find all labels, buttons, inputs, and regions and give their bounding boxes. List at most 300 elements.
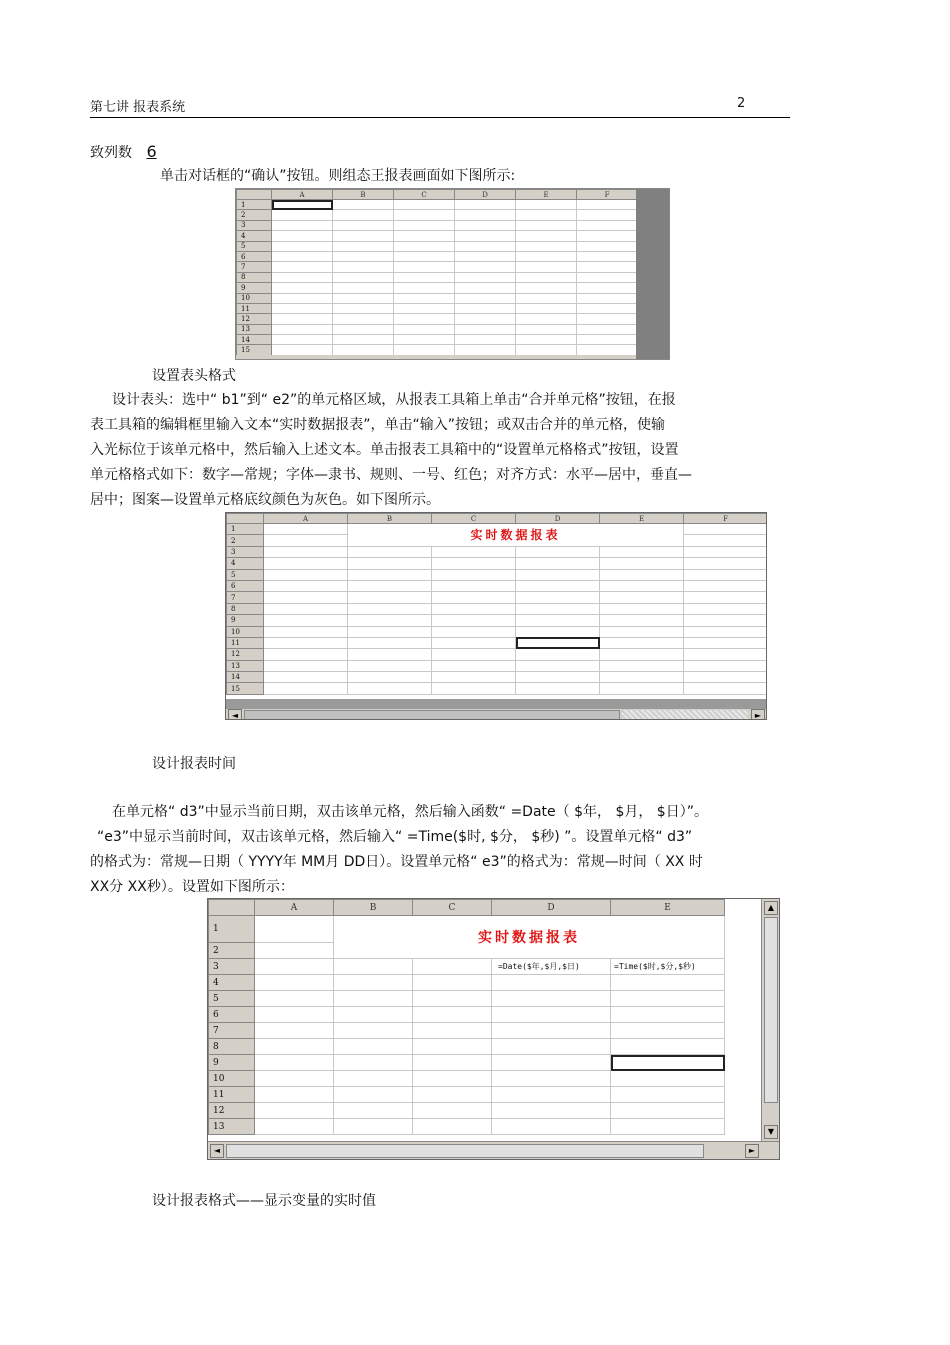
cell[interactable] — [516, 241, 577, 251]
cell[interactable] — [413, 1103, 492, 1119]
cell[interactable] — [492, 1119, 611, 1135]
cell[interactable] — [348, 603, 432, 614]
cell[interactable] — [334, 975, 413, 991]
cell[interactable] — [516, 660, 600, 671]
cell[interactable] — [264, 672, 348, 683]
cell[interactable] — [264, 615, 348, 626]
cell[interactable] — [272, 210, 333, 220]
cell[interactable] — [684, 546, 768, 557]
cell[interactable] — [432, 649, 516, 660]
cell[interactable] — [264, 626, 348, 637]
row-header[interactable]: 2 — [237, 210, 272, 220]
cell[interactable] — [684, 626, 768, 637]
column-header[interactable]: A — [272, 190, 333, 200]
scroll-left-icon[interactable]: ◄ — [228, 709, 242, 720]
cell[interactable] — [455, 262, 516, 272]
cell[interactable] — [255, 1023, 334, 1039]
cell[interactable] — [577, 293, 638, 303]
cell[interactable] — [611, 1007, 725, 1023]
cell[interactable] — [333, 220, 394, 230]
cell[interactable] — [264, 683, 348, 694]
cell[interactable] — [333, 293, 394, 303]
cell[interactable] — [600, 626, 684, 637]
spreadsheet-1-grid[interactable] — [236, 189, 638, 356]
cell[interactable] — [492, 1087, 611, 1103]
cell[interactable] — [432, 546, 516, 557]
row-header[interactable]: 13 — [209, 1119, 255, 1135]
cell[interactable] — [432, 672, 516, 683]
row-header[interactable]: 7 — [209, 1023, 255, 1039]
cell[interactable] — [394, 262, 455, 272]
cell[interactable] — [348, 626, 432, 637]
cell[interactable] — [516, 592, 600, 603]
cell[interactable] — [334, 1039, 413, 1055]
row-header[interactable]: 3 — [227, 546, 264, 557]
cell[interactable] — [684, 569, 768, 580]
row-header[interactable]: 12 — [237, 314, 272, 324]
row-header[interactable]: 12 — [227, 649, 264, 660]
row-header[interactable]: 15 — [237, 345, 272, 355]
row-header[interactable]: 11 — [227, 637, 264, 648]
cell[interactable] — [334, 959, 413, 975]
cell[interactable] — [272, 241, 333, 251]
cell[interactable] — [394, 303, 455, 313]
column-header[interactable]: C — [432, 514, 516, 524]
cell[interactable] — [264, 524, 348, 535]
cell[interactable] — [516, 303, 577, 313]
row-header[interactable]: 9 — [237, 283, 272, 293]
spreadsheet-3[interactable] — [207, 898, 780, 1160]
cell[interactable] — [492, 1023, 611, 1039]
report-title-cell[interactable]: 实时数据报表 — [334, 916, 725, 959]
row-header[interactable]: 9 — [209, 1055, 255, 1071]
scroll-right-icon[interactable]: ► — [745, 1144, 759, 1158]
row-header[interactable]: 1 — [209, 916, 255, 943]
cell[interactable] — [264, 603, 348, 614]
cell[interactable] — [516, 672, 600, 683]
cell[interactable] — [264, 580, 348, 591]
cell[interactable] — [684, 672, 768, 683]
scroll-right-icon[interactable]: ► — [751, 709, 765, 720]
cell[interactable] — [432, 660, 516, 671]
cell[interactable] — [516, 546, 600, 557]
cell[interactable] — [684, 592, 768, 603]
cell[interactable] — [255, 991, 334, 1007]
row-header[interactable]: 6 — [237, 251, 272, 261]
cell[interactable] — [333, 251, 394, 261]
cell[interactable] — [348, 569, 432, 580]
cell[interactable] — [432, 637, 516, 648]
cell[interactable] — [600, 558, 684, 569]
row-header[interactable]: 8 — [227, 603, 264, 614]
spreadsheet-2[interactable] — [225, 512, 767, 720]
cell[interactable] — [455, 303, 516, 313]
cell-d3-date-formula[interactable]: =Date($年,$月,$日) — [492, 959, 611, 975]
spreadsheet-3-hscroll[interactable] — [208, 1141, 780, 1160]
cell[interactable] — [272, 335, 333, 345]
cell[interactable] — [516, 558, 600, 569]
cell[interactable] — [611, 975, 725, 991]
cell[interactable] — [516, 272, 577, 282]
cell[interactable] — [432, 580, 516, 591]
cell[interactable] — [516, 293, 577, 303]
row-header[interactable]: 6 — [209, 1007, 255, 1023]
cell[interactable] — [611, 1023, 725, 1039]
cell[interactable] — [432, 569, 516, 580]
cell[interactable] — [516, 283, 577, 293]
cell[interactable] — [432, 558, 516, 569]
cell[interactable] — [684, 683, 768, 694]
cell[interactable] — [334, 1055, 413, 1071]
cell[interactable] — [455, 231, 516, 241]
column-header[interactable]: F — [684, 514, 768, 524]
cell[interactable] — [577, 251, 638, 261]
row-header[interactable]: 5 — [237, 241, 272, 251]
cell[interactable] — [577, 335, 638, 345]
cell[interactable] — [516, 251, 577, 261]
cell[interactable] — [333, 314, 394, 324]
column-header[interactable]: A — [255, 900, 334, 916]
cell[interactable] — [413, 1055, 492, 1071]
cell[interactable] — [413, 1071, 492, 1087]
cell[interactable] — [255, 1007, 334, 1023]
row-header[interactable]: 10 — [209, 1071, 255, 1087]
cell[interactable] — [577, 303, 638, 313]
row-header[interactable]: 8 — [237, 272, 272, 282]
cell[interactable] — [348, 546, 432, 557]
cell[interactable] — [394, 272, 455, 282]
cell[interactable] — [600, 580, 684, 591]
cell[interactable] — [348, 615, 432, 626]
cell[interactable] — [394, 220, 455, 230]
cell[interactable] — [255, 916, 334, 943]
cell[interactable] — [255, 1087, 334, 1103]
cell[interactable] — [272, 272, 333, 282]
cell[interactable] — [264, 592, 348, 603]
scroll-down-icon[interactable]: ▼ — [764, 1125, 778, 1139]
cell[interactable] — [577, 283, 638, 293]
cell[interactable] — [394, 283, 455, 293]
scroll-left-icon[interactable]: ◄ — [210, 1144, 224, 1158]
row-header[interactable]: 7 — [227, 592, 264, 603]
cell[interactable] — [684, 580, 768, 591]
column-header[interactable]: C — [394, 190, 455, 200]
column-header[interactable]: D — [516, 514, 600, 524]
row-header[interactable]: 13 — [227, 660, 264, 671]
cell[interactable] — [516, 314, 577, 324]
cell[interactable] — [455, 272, 516, 282]
cell[interactable] — [611, 1039, 725, 1055]
cell[interactable] — [516, 324, 577, 334]
row-header[interactable]: 5 — [209, 991, 255, 1007]
cell[interactable] — [394, 345, 455, 355]
cell[interactable] — [255, 1103, 334, 1119]
cell[interactable] — [264, 569, 348, 580]
cell[interactable] — [516, 210, 577, 220]
cell[interactable] — [455, 314, 516, 324]
cell[interactable] — [334, 1103, 413, 1119]
cell[interactable] — [684, 637, 768, 648]
cell[interactable] — [272, 314, 333, 324]
cell[interactable] — [516, 569, 600, 580]
cell[interactable] — [432, 683, 516, 694]
cell[interactable] — [272, 200, 333, 210]
cell[interactable] — [492, 1007, 611, 1023]
cell[interactable] — [455, 210, 516, 220]
cell[interactable] — [455, 200, 516, 210]
select-all-corner[interactable] — [237, 190, 272, 200]
vertical-scroll-thumb[interactable] — [764, 917, 778, 1103]
cell[interactable] — [413, 991, 492, 1007]
cell[interactable] — [264, 660, 348, 671]
cell[interactable] — [334, 1119, 413, 1135]
cell[interactable] — [333, 262, 394, 272]
cell[interactable] — [272, 262, 333, 272]
cell[interactable] — [334, 1071, 413, 1087]
scroll-track[interactable] — [622, 710, 748, 720]
cell[interactable] — [333, 303, 394, 313]
cell[interactable] — [492, 1071, 611, 1087]
cell[interactable] — [394, 210, 455, 220]
cell[interactable] — [348, 660, 432, 671]
report-title-cell[interactable]: 实时数据报表 — [348, 524, 684, 547]
cell[interactable] — [255, 1055, 334, 1071]
cell[interactable] — [413, 1087, 492, 1103]
column-header[interactable]: D — [492, 900, 611, 916]
row-header[interactable]: 2 — [209, 943, 255, 959]
spreadsheet-2-hscroll[interactable] — [226, 709, 767, 720]
cell[interactable] — [333, 283, 394, 293]
cell[interactable] — [333, 210, 394, 220]
row-header[interactable]: 13 — [237, 324, 272, 334]
cell[interactable] — [348, 649, 432, 660]
spreadsheet-3-vscroll[interactable] — [761, 899, 780, 1141]
cell[interactable] — [413, 959, 492, 975]
column-header[interactable]: D — [455, 190, 516, 200]
cell[interactable] — [684, 615, 768, 626]
row-header[interactable]: 8 — [209, 1039, 255, 1055]
spreadsheet-2-grid[interactable] — [226, 513, 767, 695]
cell[interactable] — [255, 1119, 334, 1135]
row-header[interactable]: 12 — [209, 1103, 255, 1119]
cell[interactable] — [272, 303, 333, 313]
cell[interactable] — [611, 1119, 725, 1135]
cell[interactable] — [272, 251, 333, 261]
cell[interactable] — [516, 649, 600, 660]
row-header[interactable]: 11 — [209, 1087, 255, 1103]
cell[interactable] — [455, 241, 516, 251]
cell[interactable] — [333, 231, 394, 241]
cell[interactable] — [413, 1007, 492, 1023]
cell[interactable] — [684, 649, 768, 660]
cell[interactable] — [600, 660, 684, 671]
cell[interactable] — [394, 335, 455, 345]
cell[interactable] — [334, 1007, 413, 1023]
cell[interactable] — [600, 592, 684, 603]
cell[interactable] — [516, 200, 577, 210]
horizontal-scroll-thumb[interactable] — [226, 1144, 704, 1158]
row-header[interactable]: 1 — [227, 524, 264, 535]
cell[interactable] — [611, 1103, 725, 1119]
cell[interactable] — [432, 603, 516, 614]
cell[interactable] — [492, 975, 611, 991]
cell[interactable] — [264, 649, 348, 660]
cell[interactable] — [611, 1071, 725, 1087]
cell[interactable] — [413, 1023, 492, 1039]
cell[interactable] — [432, 592, 516, 603]
cell[interactable] — [255, 975, 334, 991]
cell[interactable] — [272, 283, 333, 293]
cell[interactable] — [684, 558, 768, 569]
cell[interactable] — [492, 1103, 611, 1119]
row-header[interactable]: 3 — [237, 220, 272, 230]
cell[interactable] — [577, 220, 638, 230]
column-header[interactable]: E — [516, 190, 577, 200]
row-header[interactable]: 6 — [227, 580, 264, 591]
column-header[interactable]: E — [600, 514, 684, 524]
column-header[interactable]: E — [611, 900, 725, 916]
cell[interactable] — [272, 345, 333, 355]
cell[interactable] — [413, 1039, 492, 1055]
row-header[interactable]: 9 — [227, 615, 264, 626]
cell[interactable] — [348, 558, 432, 569]
cell[interactable] — [272, 231, 333, 241]
cell[interactable] — [394, 314, 455, 324]
row-header[interactable]: 5 — [227, 569, 264, 580]
scroll-thumb[interactable] — [244, 710, 620, 720]
cell[interactable] — [516, 603, 600, 614]
cell[interactable] — [272, 324, 333, 334]
row-header[interactable]: 3 — [209, 959, 255, 975]
cell[interactable] — [600, 649, 684, 660]
cell[interactable] — [577, 210, 638, 220]
cell[interactable] — [455, 283, 516, 293]
cell[interactable] — [455, 324, 516, 334]
cell[interactable] — [394, 293, 455, 303]
row-header[interactable]: 4 — [237, 231, 272, 241]
cell[interactable] — [516, 615, 600, 626]
cell[interactable] — [577, 314, 638, 324]
cell[interactable] — [611, 991, 725, 1007]
row-header[interactable]: 15 — [227, 683, 264, 694]
column-header[interactable]: B — [348, 514, 432, 524]
cell[interactable] — [255, 1071, 334, 1087]
cell[interactable] — [516, 637, 600, 648]
cell[interactable] — [455, 335, 516, 345]
cell[interactable] — [611, 1087, 725, 1103]
cell[interactable] — [600, 637, 684, 648]
cell[interactable] — [333, 324, 394, 334]
row-header[interactable]: 14 — [227, 672, 264, 683]
cell[interactable] — [348, 637, 432, 648]
cell[interactable] — [516, 345, 577, 355]
cell[interactable] — [413, 1119, 492, 1135]
row-header[interactable]: 10 — [237, 293, 272, 303]
cell[interactable] — [432, 615, 516, 626]
row-header[interactable]: 11 — [237, 303, 272, 313]
cell-e3-time-formula[interactable]: =Time($时,$分,$秒) — [611, 959, 725, 975]
cell[interactable] — [394, 251, 455, 261]
cell[interactable] — [516, 262, 577, 272]
cell[interactable] — [611, 1055, 725, 1071]
cell[interactable] — [348, 592, 432, 603]
cell[interactable] — [684, 603, 768, 614]
cell[interactable] — [492, 1055, 611, 1071]
select-all-corner[interactable] — [227, 514, 264, 524]
cell[interactable] — [684, 535, 768, 546]
column-header[interactable]: F — [577, 190, 638, 200]
column-header[interactable]: C — [413, 900, 492, 916]
row-header[interactable]: 14 — [237, 335, 272, 345]
cell[interactable] — [577, 262, 638, 272]
cell[interactable] — [577, 231, 638, 241]
cell[interactable] — [333, 200, 394, 210]
cell[interactable] — [255, 1039, 334, 1055]
cell[interactable] — [516, 580, 600, 591]
cell[interactable] — [333, 335, 394, 345]
column-header[interactable]: A — [264, 514, 348, 524]
cell[interactable] — [455, 220, 516, 230]
cell[interactable] — [394, 241, 455, 251]
cell[interactable] — [600, 615, 684, 626]
cell[interactable] — [255, 943, 334, 959]
cell[interactable] — [684, 524, 768, 535]
cell[interactable] — [516, 231, 577, 241]
cell[interactable] — [492, 1039, 611, 1055]
cell[interactable] — [394, 324, 455, 334]
cell[interactable] — [600, 546, 684, 557]
cell[interactable] — [492, 991, 611, 1007]
cell[interactable] — [684, 660, 768, 671]
cell[interactable] — [264, 558, 348, 569]
cell[interactable] — [600, 672, 684, 683]
cell[interactable] — [455, 293, 516, 303]
cell[interactable] — [577, 200, 638, 210]
cell[interactable] — [577, 241, 638, 251]
spreadsheet-3-grid[interactable] — [208, 899, 725, 1135]
cell[interactable] — [334, 1023, 413, 1039]
select-all-corner[interactable] — [209, 900, 255, 916]
cell[interactable] — [455, 345, 516, 355]
cell[interactable] — [333, 272, 394, 282]
column-header[interactable]: B — [334, 900, 413, 916]
cell[interactable] — [432, 626, 516, 637]
cell[interactable] — [577, 324, 638, 334]
cell[interactable] — [348, 580, 432, 591]
spreadsheet-1[interactable] — [235, 188, 670, 360]
cell[interactable] — [348, 683, 432, 694]
cell[interactable] — [348, 672, 432, 683]
cell[interactable] — [264, 546, 348, 557]
row-header[interactable]: 4 — [227, 558, 264, 569]
cell[interactable] — [255, 959, 334, 975]
cell[interactable] — [600, 569, 684, 580]
cell[interactable] — [577, 345, 638, 355]
row-header[interactable]: 7 — [237, 262, 272, 272]
column-header[interactable]: B — [333, 190, 394, 200]
cell[interactable] — [516, 335, 577, 345]
cell[interactable] — [577, 272, 638, 282]
cell[interactable] — [516, 220, 577, 230]
cell[interactable] — [272, 293, 333, 303]
row-header[interactable]: 4 — [209, 975, 255, 991]
cell[interactable] — [334, 991, 413, 1007]
cell[interactable] — [394, 200, 455, 210]
row-header[interactable]: 2 — [227, 535, 264, 546]
cell[interactable] — [334, 1087, 413, 1103]
cell[interactable] — [394, 231, 455, 241]
cell[interactable] — [264, 637, 348, 648]
